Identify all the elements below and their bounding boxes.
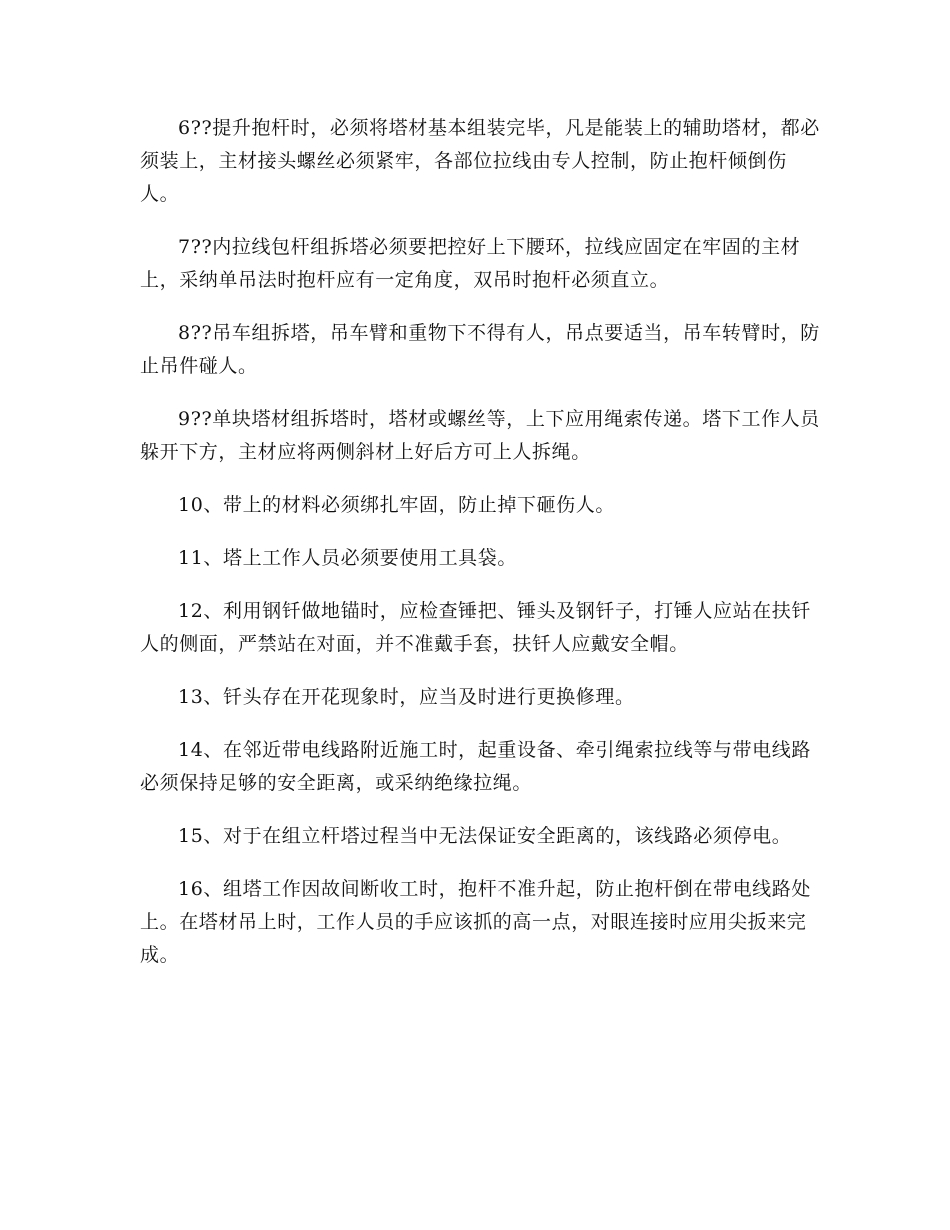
paragraph-item-11: 11、塔上工作人员必须要使用工具袋。	[178, 547, 517, 569]
paragraph-item-9: 9??单块塔材组拆塔时，塔材或螺丝等，上下应用绳索传递。塔下工作人员躲开下方，主材应将两侧斜材上好后方可上人拆绳。	[140, 408, 820, 463]
paragraph-item-13: 13、钎头存在开花现象时，应当及时进行更换修理。	[178, 686, 635, 708]
paragraph-item-14: 14、在邻近带电线路附近施工时，起重设备、牵引绳索拉线等与带电线路必须保持足够的安全距离，或采纳绝缘拉绳。	[140, 739, 811, 794]
paragraph-item-6: 6??提升抱杆时，必须将塔材基本组装完毕，凡是能装上的辅助塔材，都必须装上，主材接头螺丝必须紧牢，各部位拉线由专人控制，防止抱杆倾倒伤人。	[140, 117, 820, 205]
paragraph-item-8: 8??吊车组拆塔，吊车臂和重物下不得有人，吊点要适当，吊车转臂时，防止吊件碰人。	[140, 322, 820, 377]
paragraph-item-16: 16、组塔工作因故间断收工时，抱杆不准升起，防止抱杆倒在带电线路处上。在塔材吊上时，工作人员的手应该抓的高一点，对眼连接时应用尖扳来完成。	[140, 878, 811, 966]
paragraph-item-7: 7??内拉线包杆组拆塔必须要把控好上下腰环，拉线应固定在牢固的主材上，采纳单吊法时抱杆应有一定角度，双吊时抱杆必须直立。	[140, 236, 801, 291]
document-body	[140, 112, 820, 992]
paragraph-item-12: 12、利用钢钎做地锚时，应检查锤把、锤头及钢钎子，打锤人应站在扶钎人的侧面，严禁站在对面，并不准戴手套，扶钎人应戴安全帽。	[140, 600, 811, 655]
paragraph-item-10: 10、带上的材料必须绑扎牢固，防止掉下砸伤人。	[178, 494, 615, 516]
paragraph-item-15: 15、对于在组立杆塔过程当中无法保证安全距离的，该线路必须停电。	[178, 825, 792, 847]
